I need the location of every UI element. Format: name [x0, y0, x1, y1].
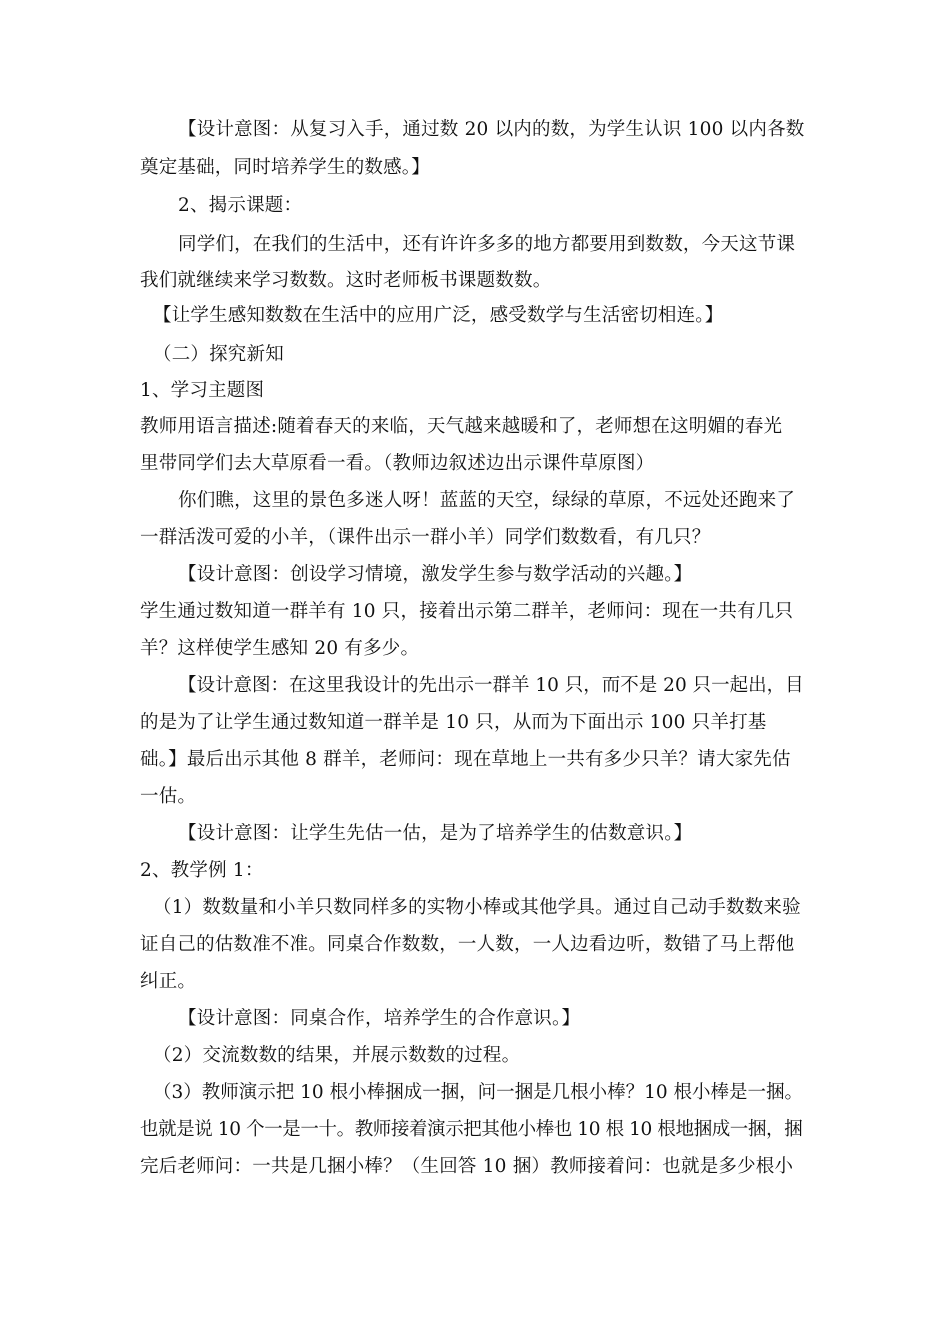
text-line: 础。】最后出示其他 8 群羊，老师问：现在草地上一共有多少只羊？请大家先估 [140, 749, 791, 770]
text-line: （2）交流数数的结果，并展示数数的过程。 [153, 1045, 521, 1066]
text-line: 奠定基础，同时培养学生的数感。】 [140, 157, 430, 178]
text-line: 【设计意图：让学生先估一估，是为了培养学生的估数意识。】 [178, 823, 693, 844]
section-heading: （二）探究新知 [153, 344, 284, 365]
text-line: （3）教师演示把 10 根小棒捆成一捆，问一捆是几根小棒？10 根小棒是一捆。 [153, 1082, 803, 1103]
text-line: 我们就继续来学习数数。这时老师板书课题数数。 [140, 270, 552, 291]
text-line: 一群活泼可爱的小羊，（课件出示一群小羊）同学们数数看，有几只？ [140, 527, 711, 548]
text-line: 你们瞧，这里的景色多迷人呀！蓝蓝的天空，绿绿的草原，不远处还跑来了 [178, 490, 796, 511]
text-line: 【设计意图：从复习入手，通过数 20 以内的数，为学生认识 100 以内各数 [178, 119, 805, 140]
text-line: 也就是说 10 个一是一十。教师接着演示把其他小棒也 10 根 10 根地捆成一捆，捆 [140, 1119, 803, 1140]
text-line: 羊？这样使学生感知 20 有多少。 [140, 638, 420, 659]
text-line: 【设计意图：在这里我设计的先出示一群羊 10 只，而不是 20 只一起出，目 [178, 675, 804, 696]
text-line: 里带同学们去大草原看一看。（教师边叙述边出示课件草原图） [140, 453, 655, 474]
text-line: 学生通过数知道一群羊有 10 只，接着出示第二群羊，老师问：现在一共有几只 [140, 601, 794, 622]
text-line: 【设计意图：同桌合作，培养学生的合作意识。】 [178, 1008, 581, 1029]
text-line: 证自己的估数准不准。同桌合作数数，一人数，一人边看边听，数错了马上帮他 [140, 934, 795, 955]
text-line: 一估。 [140, 786, 197, 807]
text-line: 的是为了让学生通过数知道一群羊是 10 只，从而为下面出示 100 只羊打基 [140, 712, 767, 733]
text-line: 教师用语言描述:随着春天的来临，天气越来越暖和了，老师想在这明媚的春光 [140, 416, 783, 437]
text-line: 【设计意图：创设学习情境，激发学生参与数学活动的兴趣。】 [178, 564, 693, 585]
text-line: （1）数数量和小羊只数同样多的实物小棒或其他学具。通过自己动手数数来验 [153, 897, 801, 918]
subsection-heading: 1、学习主题图 [140, 380, 265, 401]
text-line: 2、揭示课题： [178, 195, 303, 216]
text-line: 【让学生感知数数在生活中的应用广泛，感受数学与生活密切相连。】 [153, 305, 724, 326]
text-line: 完后老师问：一共是几捆小棒？（生回答 10 捆）教师接着问：也就是多少根小 [140, 1156, 794, 1177]
text-line: 同学们，在我们的生活中，还有许许多多的地方都要用到数数，今天这节课 [178, 234, 796, 255]
text-line: 纠正。 [140, 971, 197, 992]
subsection-heading: 2、教学例 1： [140, 860, 264, 881]
